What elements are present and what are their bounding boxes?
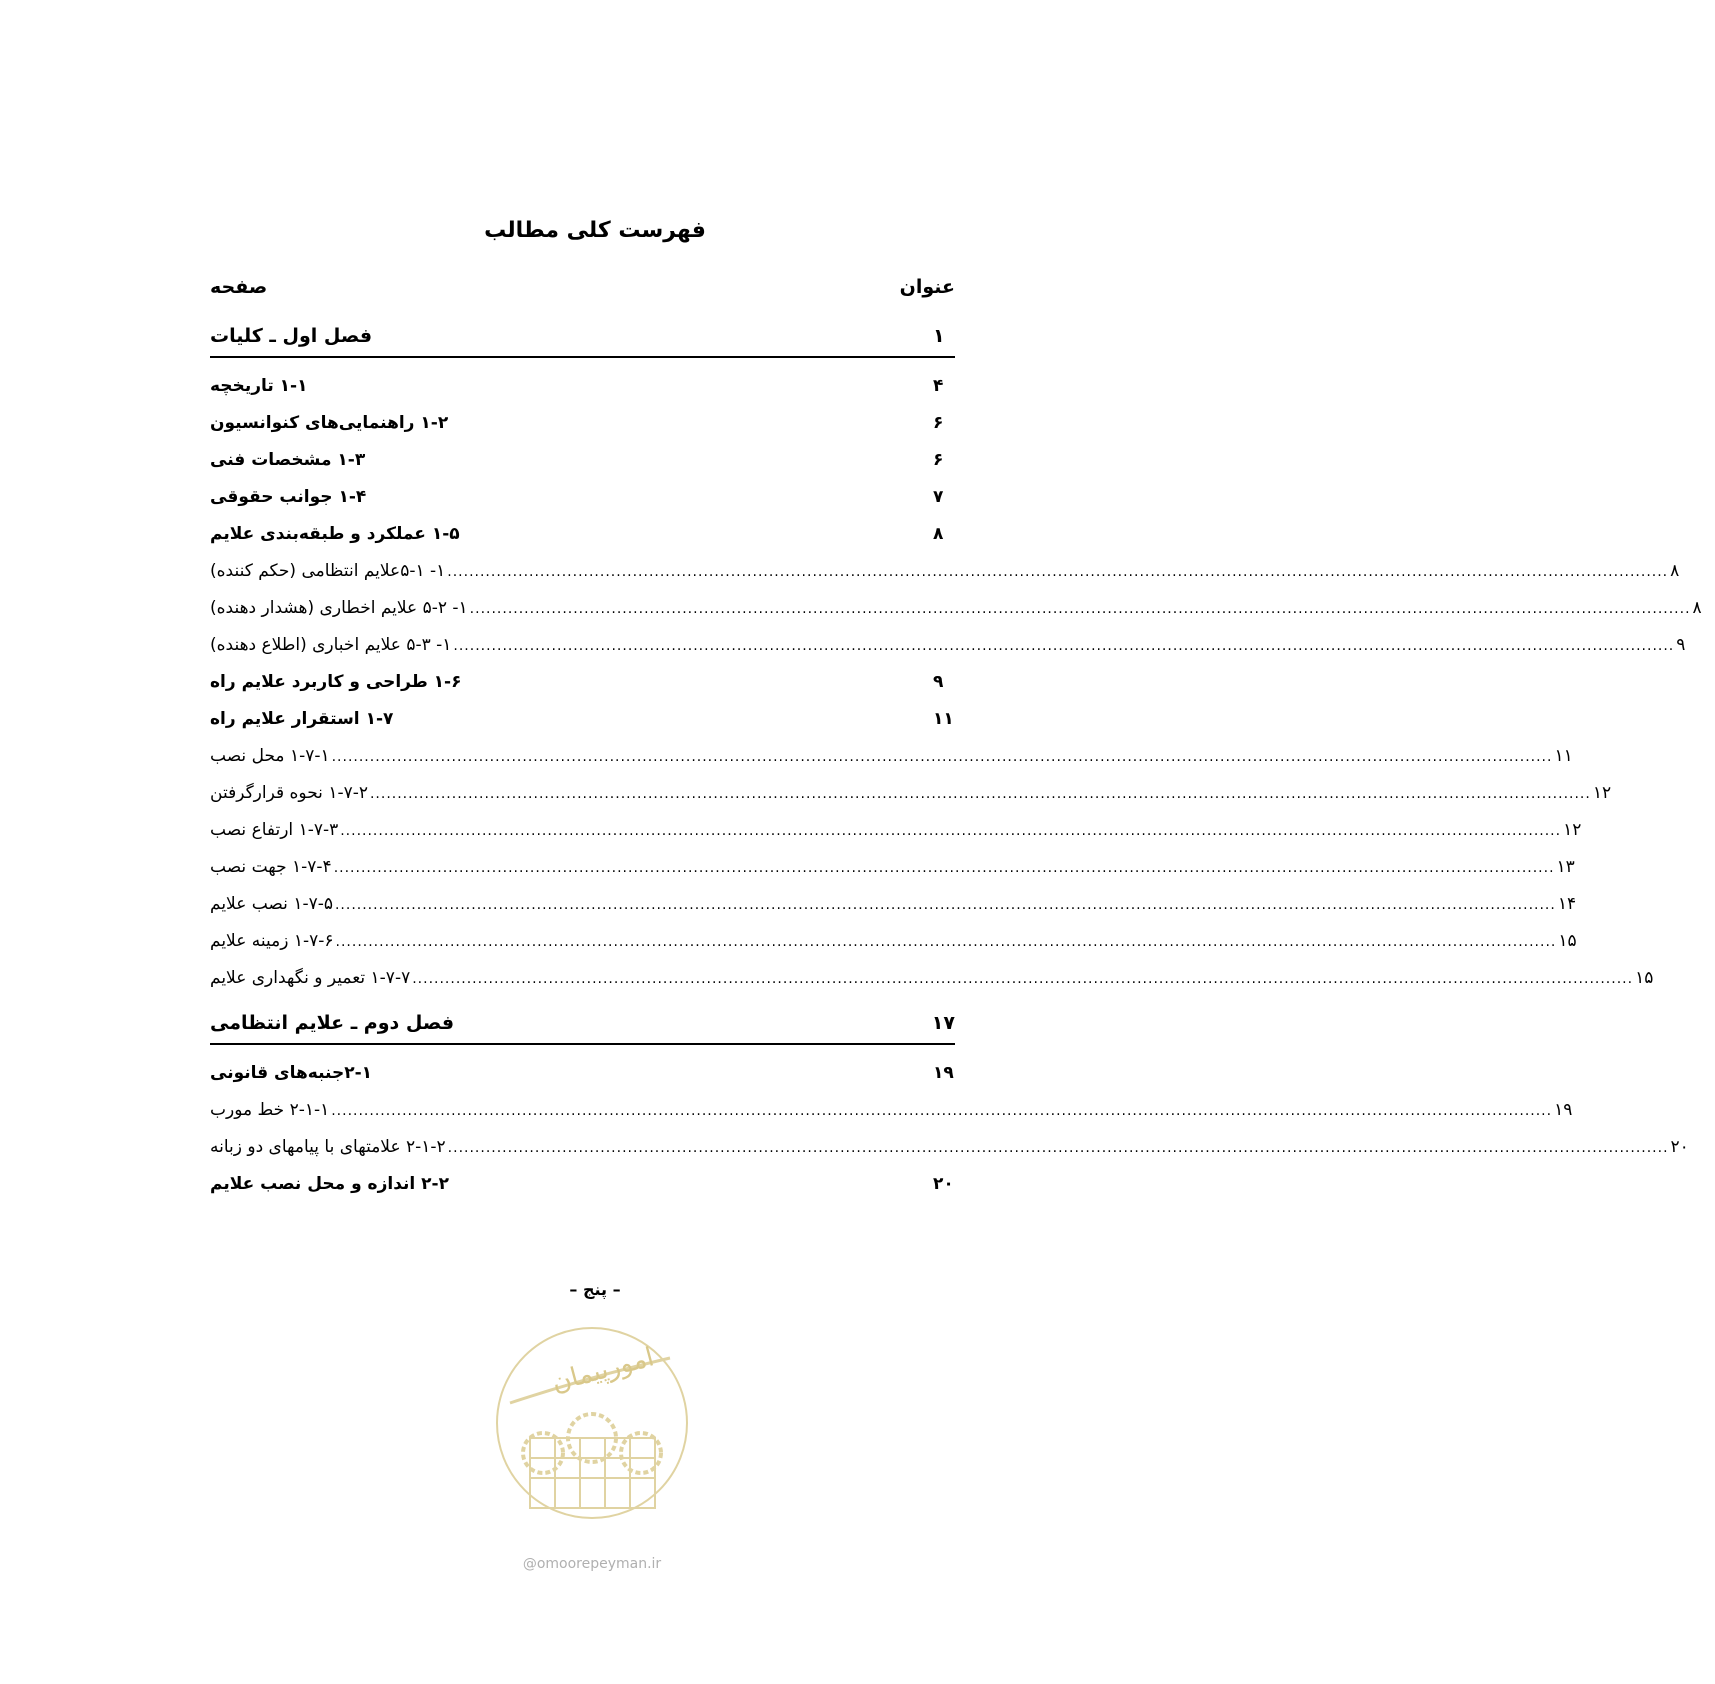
dot-leader: ................................................................................................................................................................................................................................ [453, 638, 1675, 654]
toc-entry-title: ۱-۲ راهنمایی‌های کنوانسیون [210, 413, 449, 433]
dot-leader: ................................................................................................................................................................................................................................ [412, 971, 1634, 987]
toc-entry-title: ۲-۱-۲ علامتهای با پیامهای دو زبانه [210, 1137, 446, 1157]
toc-section-1-6[interactable] [210, 664, 955, 701]
toc-entry-title: ۲-۱جنبه‌های قانونی [210, 1063, 373, 1083]
toc-subsection-1-7-5[interactable] [210, 886, 1577, 923]
toc-section-1-3[interactable] [210, 442, 955, 479]
toc-entry-title: ۱-۷ استقرار علایم راه [210, 709, 394, 729]
toc-entry-title: ۱-۱ تاریخچه [210, 376, 308, 396]
watermark-text: امورپیمان [548, 1342, 658, 1399]
page-title: فهرست کلی مطالب [484, 218, 706, 243]
toc-section-1-2[interactable] [210, 405, 955, 442]
dot-leader: ................................................................................................................................................................................................................................ [369, 786, 1591, 802]
toc-entry-page: ۹ [1676, 635, 1686, 655]
toc-section-1-7[interactable] [210, 701, 955, 738]
dot-leader: ................................................................................................................................................................................................................................ [333, 860, 1555, 876]
toc-subsection-2-1-2[interactable] [210, 1129, 1689, 1166]
dot-leader: ................................................................................................................................................................................................................................ [340, 823, 1562, 839]
page-column-header: صفحه [210, 276, 268, 298]
toc-entry-title: ۱-۷-۱ محل نصب [210, 746, 330, 766]
toc-entry-page: ۷ [933, 487, 944, 507]
table-of-contents [210, 276, 1702, 1203]
watermark-logo [485, 1318, 700, 1578]
toc-entry-title: ۱-۷-۳ ارتفاع نصب [210, 820, 339, 840]
page-number-footer: – پنج – [569, 1280, 621, 1299]
toc-entry-title: ۱-۶ طراحی و کاربرد علایم راه [210, 672, 462, 692]
toc-entry-title: ۱- ۵-۳ علایم اخباری (اطلاع دهنده) [210, 635, 452, 655]
dot-leader: ................................................................................................................................................................................................................................ [447, 1140, 1669, 1156]
toc-subsection-1-7-1[interactable] [210, 738, 1573, 775]
toc-entry-title: ۱-۵ عملکرد و طبقه‌بندی علایم [210, 524, 460, 544]
toc-entry-page: ۲۰ [933, 1174, 954, 1194]
toc-entry-page: ۱۹ [1554, 1100, 1573, 1120]
toc-entry-page: ۱۵ [1635, 968, 1654, 988]
toc-section-1-1[interactable] [210, 368, 955, 405]
toc-entry-title: فصل دوم ـ علایم انتظامی [210, 1012, 455, 1034]
toc-subsection-1-7-2[interactable] [210, 775, 1612, 812]
toc-entry-page: ۱۹ [933, 1063, 954, 1083]
toc-entry-page: ۱۱ [1554, 746, 1573, 766]
toc-subsection-1-5-3[interactable] [210, 627, 1686, 664]
toc-entry-title: ۱- ۵-۱علایم انتظامی (حکم کننده) [210, 561, 446, 581]
toc-entry-page: ۹ [933, 672, 944, 692]
toc-entry-title: ۱- ۵-۲ علایم اخطاری (هشدار دهنده) [210, 598, 468, 618]
toc-subsection-1-7-6[interactable] [210, 923, 1577, 960]
dot-leader: ................................................................................................................................................................................................................................ [447, 564, 1669, 580]
watermark-url: @omoorepeyman.ir [522, 1556, 662, 1572]
toc-entry-title: ۱-۷-۴ جهت نصب [210, 857, 332, 877]
dot-leader: ................................................................................................................................................................................................................................ [331, 749, 1553, 765]
toc-entry-page: ۶ [933, 413, 944, 433]
toc-entry-page: ۶ [933, 450, 944, 470]
toc-entry-page: ۸ [1692, 598, 1702, 618]
toc-entry-page: ۱۳ [1556, 857, 1575, 877]
toc-entry-title: ۱-۴ جوانب حقوقی [210, 487, 367, 507]
toc-entry-page: ۲۰ [1670, 1137, 1689, 1157]
toc-entry-page: ۱ [933, 325, 945, 347]
toc-entry-title: ۲-۱-۱ خط مورب [210, 1100, 330, 1120]
toc-entry-page: ۱۲ [1592, 783, 1612, 803]
toc-subsection-1-7-4[interactable] [210, 849, 1575, 886]
toc-entry-title: ۱-۷-۲ نحوه قرارگرفتن [210, 783, 368, 803]
toc-subsection-1-7-3[interactable] [210, 812, 1582, 849]
toc-subsection-2-1-1[interactable] [210, 1092, 1573, 1129]
toc-entry-page: ۱۲ [1563, 820, 1582, 840]
toc-entry-title: ۱-۳ مشخصات فنی [210, 450, 366, 470]
toc-chapter-2[interactable] [210, 1003, 955, 1045]
toc-entry-page: ۱۷ [931, 1012, 955, 1034]
toc-section-2-1[interactable] [210, 1055, 955, 1092]
toc-entry-title: ۱-۷-۵ نصب علایم [210, 894, 333, 914]
dot-leader: ................................................................................................................................................................................................................................ [335, 934, 1557, 950]
title-column-header: عنوان [899, 276, 955, 298]
toc-section-1-5[interactable] [210, 516, 955, 553]
toc-entry-title: ۱-۷-۷ تعمیر و نگهداری علایم [210, 968, 411, 988]
toc-entry-page: ۸ [933, 524, 944, 544]
toc-entry-page: ۱۴ [1557, 894, 1577, 914]
toc-section-1-4[interactable] [210, 479, 955, 516]
toc-subsection-1-7-7[interactable] [210, 960, 1654, 997]
dot-leader: ................................................................................................................................................................................................................................ [469, 601, 1691, 617]
toc-entry-title: فصل اول ـ کلیات [210, 325, 373, 347]
toc-entry-title: ۱-۷-۶ زمینه علایم [210, 931, 334, 951]
dot-leader: ................................................................................................................................................................................................................................ [334, 897, 1556, 913]
toc-header [210, 276, 955, 310]
toc-subsection-1-5-2[interactable] [210, 590, 1702, 627]
toc-section-2-2[interactable] [210, 1166, 955, 1203]
dot-leader: ................................................................................................................................................................................................................................ [331, 1103, 1553, 1119]
toc-entry-page: ۱۱ [933, 709, 954, 729]
toc-chapter-1[interactable] [210, 316, 955, 358]
toc-entry-title: ۲-۲ اندازه و محل نصب علایم [210, 1174, 449, 1194]
toc-entry-page: ۸ [1670, 561, 1680, 581]
toc-entry-page: ۱۵ [1558, 931, 1577, 951]
toc-entry-page: ۴ [933, 376, 944, 396]
toc-subsection-1-5-1[interactable] [210, 553, 1680, 590]
